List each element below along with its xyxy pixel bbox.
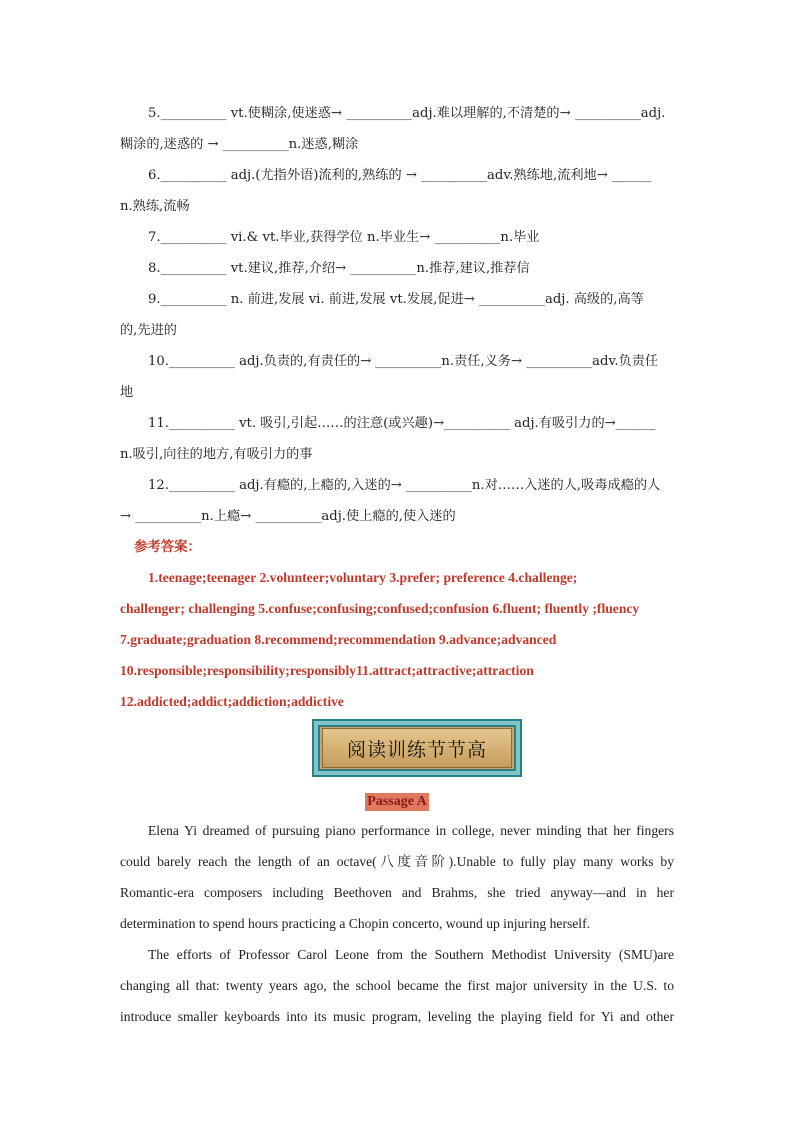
exercise-line: 6.__________ adj.(尤指外语)流利的,熟练的 → __________adv.熟练地,流利地→ ______: [148, 168, 652, 183]
passage-line: Romantic-era composers including Beethoven and Brahms, she tried anyway—and in her: [120, 885, 674, 900]
exercise-line: 的,先进的: [120, 323, 177, 338]
passage-label-row: [120, 787, 674, 815]
vocabulary-exercise-section: [120, 98, 674, 532]
answer-line: 1.teenage;teenager 2.volunteer;voluntary 3.prefer; preference 4.challenge;: [148, 570, 578, 585]
passage-line: The efforts of Professor Carol Leone from the Southern Methodist University (SMU)are: [148, 947, 674, 962]
exercise-line: 7.__________ vi.& vt.毕业,获得学位 n.毕业生→ __________n.毕业: [148, 230, 540, 245]
exercise-line: n.吸引,向往的地方,有吸引力的事: [120, 447, 313, 462]
exercise-line: 8.__________ vt.建议,推荐,介绍→ __________n.推荐,建议,推荐信: [148, 261, 530, 276]
answer-line: challenger; challenging 5.confuse;confusing;confused;confusion 6.fluent; fluently ;fluency: [120, 601, 640, 616]
exercise-line: n.熟练,流畅: [120, 199, 190, 214]
answers-title: 参考答案：: [134, 539, 201, 555]
banner-frame: [312, 719, 522, 777]
exercise-line: 糊涂的,迷惑的 → __________n.迷惑,糊涂: [120, 137, 359, 152]
answer-line: 7.graduate;graduation 8.recommend;recommendation 9.advance;advanced: [120, 632, 557, 647]
exercise-line: 12.__________ adj.有瘾的,上瘾的,入迷的→ __________n.对……入迷的人,吸毒成瘾的人: [148, 478, 661, 493]
exercise-line: 地: [120, 385, 134, 400]
banner-title: 阅读训练节节高: [322, 728, 512, 768]
passage-line: determination to spend hours practicing a Chopin concerto, wound up injuring herself.: [120, 916, 591, 931]
exercise-line: → __________n.上瘾→ __________adj.使上瘾的,使入迷的: [120, 509, 456, 524]
passage-label: Passage A: [367, 794, 427, 809]
passage-line: introduce smaller keyboards into its music program, leveling the playing field for Yi and other: [120, 1009, 674, 1024]
section-banner: [120, 717, 674, 791]
passage-line: could barely reach the length of an octave(八度音阶).Unable to fully play many works by: [120, 854, 674, 869]
passage-text: [120, 815, 674, 1032]
exercise-line: 9.__________ n. 前进,发展 vi. 前进,发展 vt.发展,促进→ __________adj. 高级的,高等: [148, 292, 644, 307]
passage-line: changing all that: twenty years ago, the school became the first major university in the U.S. to: [120, 978, 674, 993]
answer-line: 10.responsible;responsibility;responsibly11.attract;attractive;attraction: [120, 663, 534, 678]
answers-section: [120, 562, 674, 717]
exercise-line: 5.__________ vt.使糊涂,使迷惑→ __________adj.难以理解的,不清楚的→ __________adj.: [148, 106, 666, 121]
passage-line: Elena Yi dreamed of pursuing piano performance in college, never minding that her fingers: [148, 823, 674, 838]
exercise-line: 11.__________ vt. 吸引,引起……的注意(或兴趣)→__________ adj.有吸引力的→______: [148, 416, 656, 431]
page-content: [120, 98, 674, 1032]
exercise-line: 10.__________ adj.负责的,有责任的→ __________n.责任,义务→ __________adv.负责任: [148, 354, 659, 369]
answer-line: 12.addicted;addict;addiction;addictive: [120, 694, 344, 709]
